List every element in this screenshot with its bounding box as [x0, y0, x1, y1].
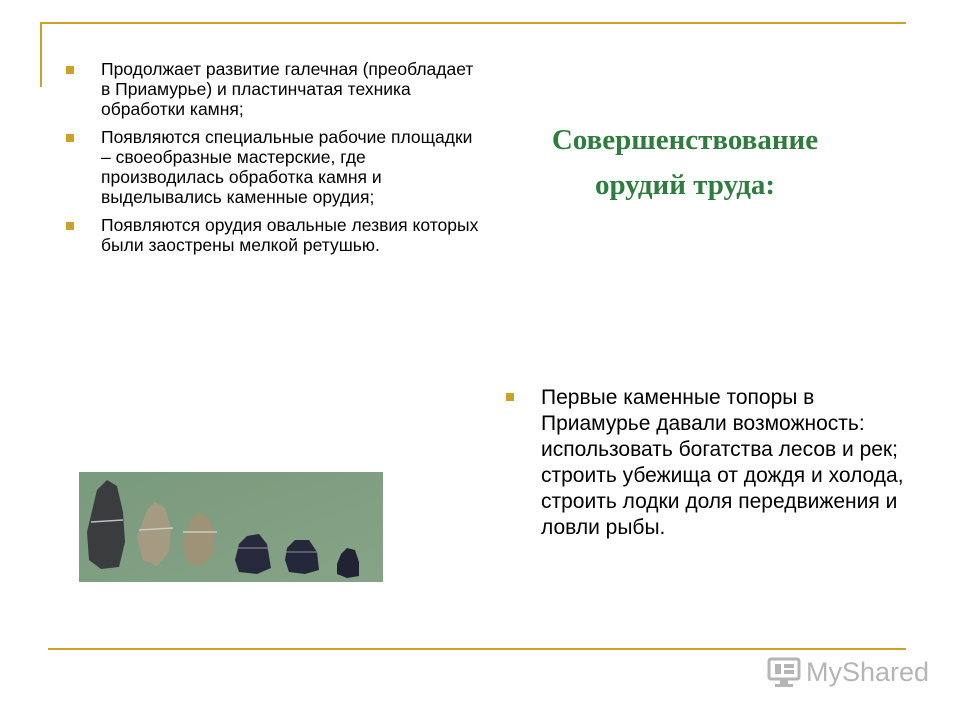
left-bullet-text: Продолжает развитие галечная (преобладает в Приамурье) и пластинчатая техника обработки камня; — [101, 59, 474, 119]
right-bullet-text: Первые каменные топоры в Приамурье давали возможность: использовать богатства лесов и рек; строить убежища от дождя и холода, строить лодки доля передвижения и ловли рыбы. — [541, 386, 904, 539]
stone-tools-illustration — [79, 472, 383, 582]
left-bullet-item — [66, 127, 486, 207]
left-rule — [40, 22, 42, 87]
left-bullet-item — [66, 59, 486, 119]
bullet-square-icon — [66, 134, 74, 142]
right-bullet-list — [506, 385, 916, 541]
bullet-square-icon — [506, 393, 514, 401]
slide-title-line2: орудий труда: — [594, 169, 776, 201]
watermark-text: MyShared — [806, 656, 930, 687]
bottom-rule — [48, 648, 906, 650]
right-bullet-item — [506, 385, 916, 541]
stone-tools-photo — [79, 472, 383, 582]
slide-title — [490, 118, 880, 208]
computer-monitor-icon — [766, 655, 804, 689]
slide-title-line1: Совершенствование — [551, 124, 819, 156]
left-bullet-item — [66, 215, 486, 255]
left-bullet-list — [66, 59, 486, 263]
left-bullet-text: Появляются специальные рабочие площадки – своеобразные мастерские, где производилась обработка камня и выделывались каменные орудия; — [101, 127, 473, 207]
myshared-watermark — [766, 655, 929, 689]
bullet-square-icon — [66, 66, 74, 74]
top-rule — [40, 22, 906, 24]
bullet-square-icon — [66, 222, 74, 230]
left-bullet-text: Появляются орудия овальные лезвия которых были заострены мелкой ретушью. — [101, 215, 479, 255]
